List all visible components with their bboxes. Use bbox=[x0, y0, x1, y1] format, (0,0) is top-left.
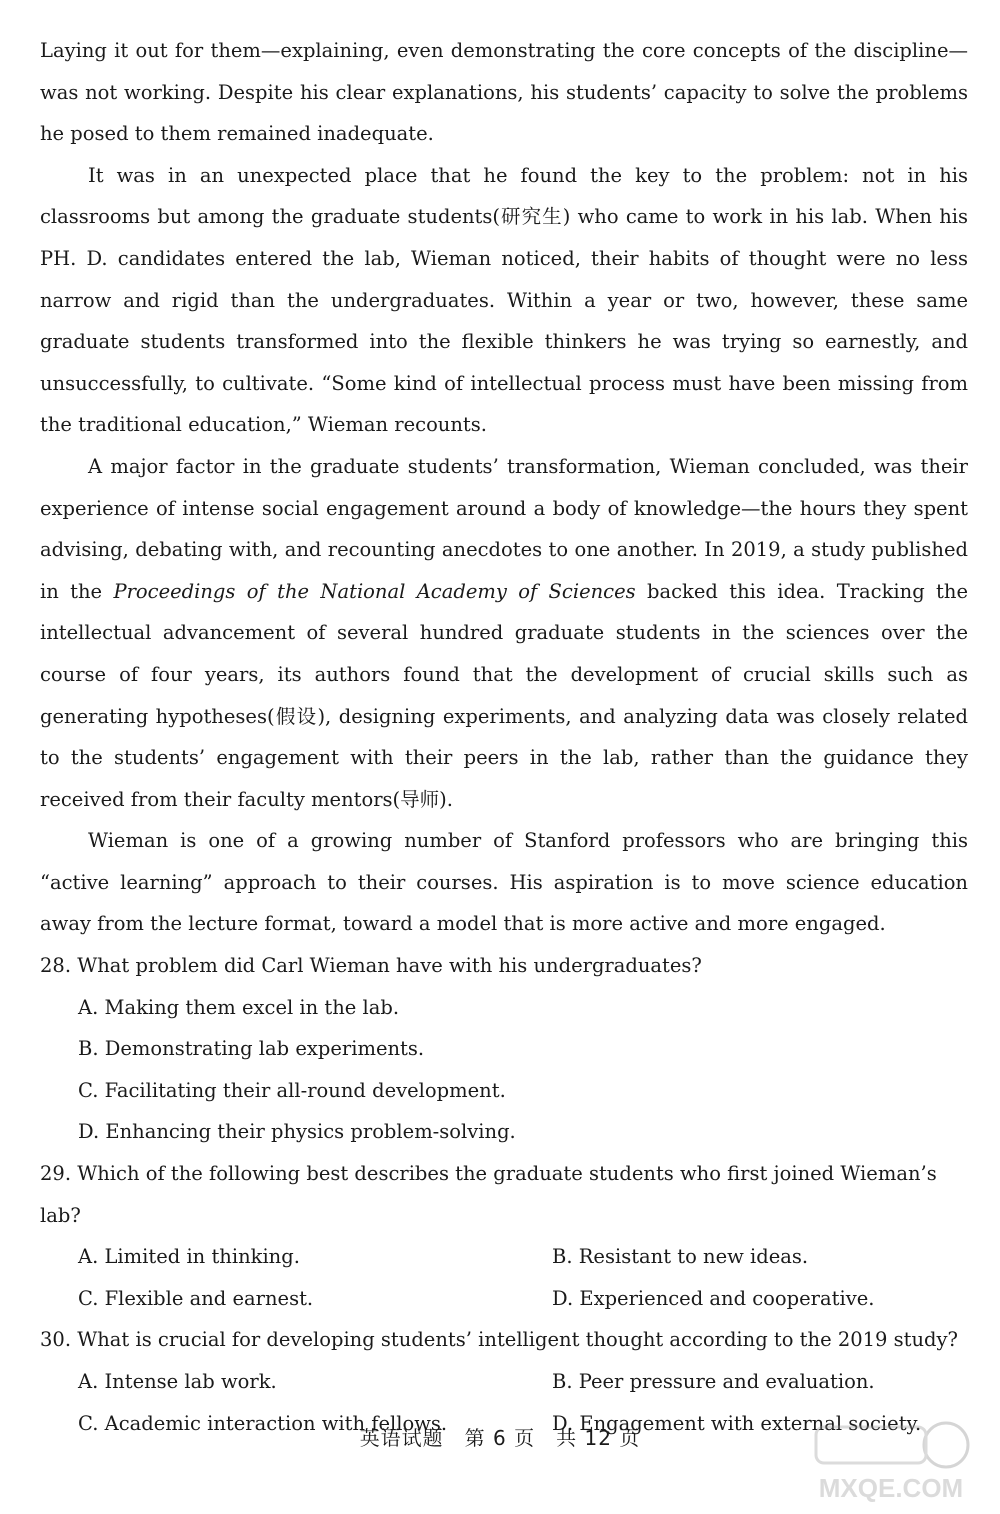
page-footer: 英语试题 第 6 页 共 12 页 bbox=[359, 1426, 641, 1450]
option-d: D. Experienced and cooperative. bbox=[552, 1286, 875, 1310]
options-grid bbox=[40, 1236, 968, 1319]
option-d: D. Engagement with external society. bbox=[552, 1411, 922, 1435]
question-28 bbox=[40, 945, 968, 1153]
question-29 bbox=[40, 1153, 968, 1319]
option-b: B. Peer pressure and evaluation. bbox=[552, 1370, 875, 1393]
option-c: C. Flexible and earnest. bbox=[78, 1286, 314, 1310]
option-b: B. Demonstrating lab experiments. bbox=[78, 1037, 425, 1061]
option-d: D. Enhancing their physics problem-solving. bbox=[78, 1120, 516, 1144]
watermark-logo bbox=[796, 1413, 986, 1508]
journal-title: Proceedings of the National Academy of Sciences bbox=[113, 579, 636, 603]
watermark-text: MXQE.COM bbox=[818, 1473, 964, 1503]
paragraph-3-text-b: backed this idea. Tracking the intellectual advancement of several hundred graduate students in the sciences over the course of four years, its authors found that the development of crucial skills such as generating hypotheses(假设), designing experiments, and analyzing data was closely related to the students’ engagement with their peers in the lab, rather than the guidance they received from their faculty mentors(导师). bbox=[40, 579, 968, 811]
option-a: A. Making them excel in the lab. bbox=[78, 995, 400, 1019]
passage-paragraph-4: Wieman is one of a growing number of Stanford professors who are bringing this “active learning” approach to their courses. His aspiration is to move science education away from the lecture format, toward a model that is more active and more engaged. bbox=[40, 829, 968, 936]
option-b: B. Resistant to new ideas. bbox=[552, 1245, 809, 1269]
option-a: A. Limited in thinking. bbox=[78, 1245, 300, 1269]
option-a: A. Intense lab work. bbox=[78, 1370, 277, 1393]
question-stem: 29. Which of the following best describes the graduate students who first joined Wieman’s lab? bbox=[40, 1162, 937, 1227]
option-c: C. Academic interaction with fellows. bbox=[78, 1411, 448, 1435]
question-stem: 28. What problem did Carl Wieman have with his undergraduates? bbox=[40, 954, 702, 978]
exam-page bbox=[40, 30, 968, 1444]
passage-paragraph-3 bbox=[40, 446, 968, 820]
passage-paragraph-1: Laying it out for them—explaining, even demonstrating the core concepts of the discipline—was not working. Despite his clear explanations, his students’ capacity to solve the problems he posed to them remained inadequate. bbox=[40, 39, 968, 146]
answer-seal-logo-icon bbox=[796, 1413, 986, 1508]
option-c: C. Facilitating their all-round development. bbox=[78, 1078, 506, 1102]
paragraph-3-text-a: A major factor in the graduate students’ transformation, Wieman concluded, was their experience of intense social engagement around a body of knowledge—the hours they spent advising, debating with, and recounting anecdotes to one another. In 2019, a study published in the bbox=[40, 454, 968, 603]
question-stem: 30. What is crucial for developing students’ intelligent thought according to the 2019 study? bbox=[40, 1328, 958, 1352]
passage-paragraph-2: It was in an unexpected place that he found the key to the problem: not in his classrooms but among the graduate students(研究生) who came to work in his lab. When his PH. D. candidates entered the lab, Wieman noticed, their habits of thought were no less narrow and rigid than the undergraduates. Within a year or two, however, these same graduate students transformed into the flexible thinkers he was trying so earnestly, and unsuccessfully, to cultivate. “Some kind of intellectual process must have been missing from the traditional education,” Wieman recounts. bbox=[40, 163, 968, 437]
